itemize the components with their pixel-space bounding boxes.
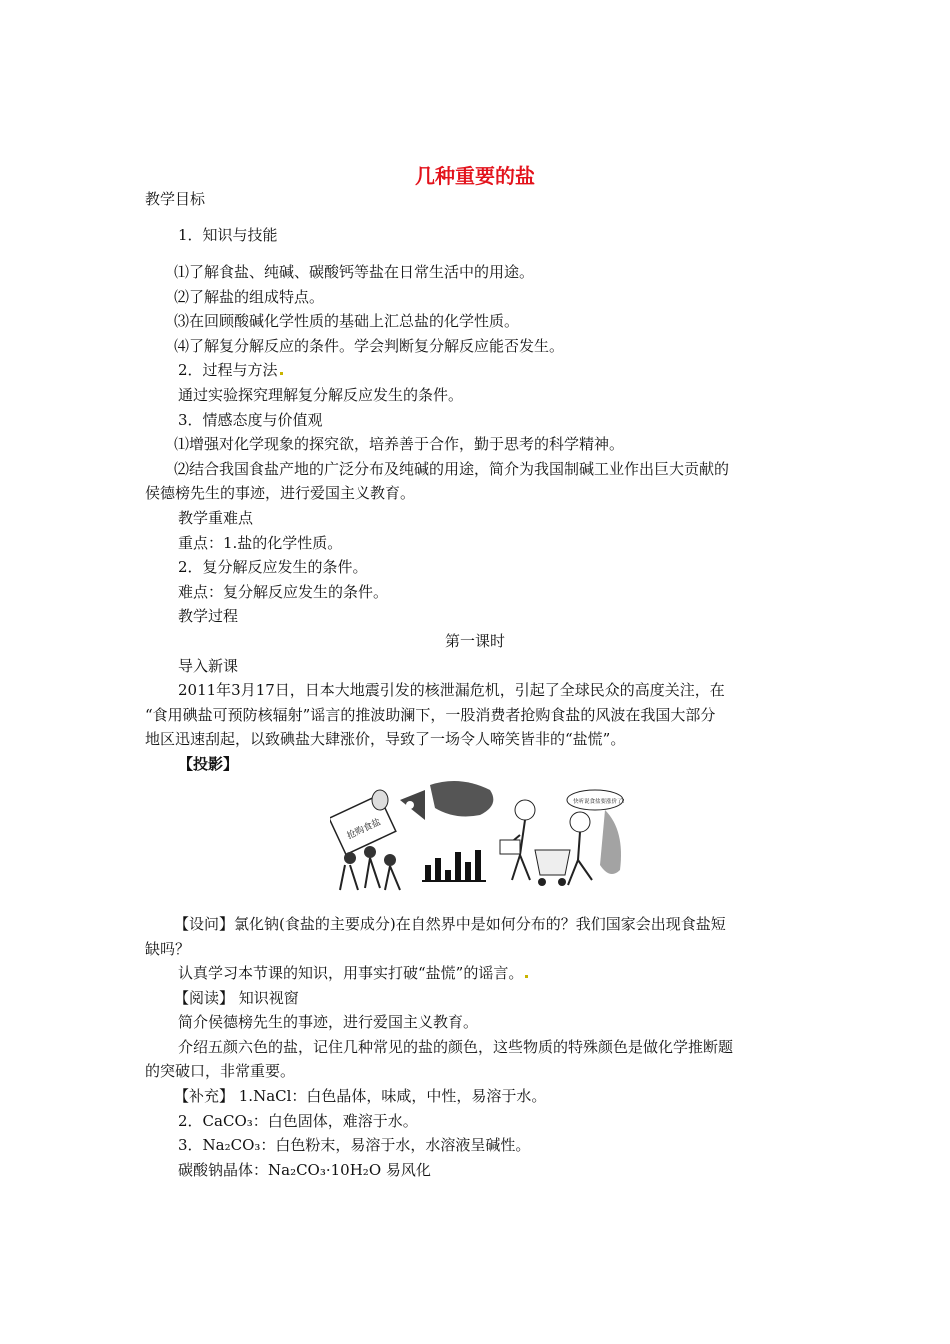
question-paragraph-continued: 缺吗？: [145, 940, 191, 958]
right-cartoon-panel: [500, 790, 625, 886]
projection-label: 【投影】: [178, 755, 239, 773]
paragraph-continued: 地区迅速刮起，以致碘盐大肆涨价，导致了一场令人啼笑皆非的“盐慌”。: [145, 730, 626, 748]
subheading-attitude: 3．情感态度与价值观: [178, 411, 323, 429]
left-cartoon-panel: [330, 781, 493, 890]
section-heading-keypoints: 教学重难点: [178, 509, 254, 527]
objective-item: ⑵了解盐的组成特点。: [174, 288, 325, 306]
paragraph: 通过实验探究理解复分解反应发生的条件。: [178, 386, 464, 404]
paragraph-continued: 的突破口，非常重要。: [145, 1062, 296, 1080]
subheading-process: 2．过程与方法: [178, 360, 283, 380]
speech-bubble-text: 快听说食盐要涨价了!: [573, 799, 625, 805]
difficulty-item: 难点：复分解反应发生的条件。: [178, 583, 389, 601]
reading-label: 【阅读】 知识视窗: [174, 989, 299, 1007]
section-heading-objectives: 教学目标: [145, 190, 206, 208]
paragraph: 认真学习本节课的知识，用事实打破“盐慌”的谣言。: [178, 963, 528, 983]
section-heading-process: 教学过程: [178, 607, 239, 625]
paragraph-continued: “食用碘盐可预防核辐射”谣言的推波助澜下，一股消费者抢购食盐的风波在我国大部分: [145, 706, 716, 724]
keypoint-item: 2．复分解反应发生的条件。: [178, 558, 368, 576]
objective-item-continued: 侯德榜先生的事迹，进行爱国主义教育。: [145, 484, 416, 502]
supplement-item: 碳酸钠晶体：Na₂CO₃·10H₂O 易风化: [178, 1161, 431, 1179]
page-title: 几种重要的盐: [415, 164, 535, 188]
objective-item: ⑷了解复分解反应的条件。学会判断复分解反应能否发生。: [174, 337, 565, 355]
supplement-item: 2．CaCO₃：白色固体，难溶于水。: [178, 1112, 418, 1130]
objective-item: ⑶在回顾酸碱化学性质的基础上汇总盐的化学性质。: [174, 312, 520, 330]
cartoon-illustration: [330, 780, 630, 900]
subheading-knowledge: 1．知识与技能: [178, 226, 278, 244]
paragraph: 2011年3月17日，日本大地震引发的核泄漏危机，引起了全球民众的高度关注，在: [178, 681, 725, 699]
lesson-heading: 第一课时: [444, 632, 505, 650]
objective-item: ⑵结合我国食盐产地的广泛分布及纯碱的用途，简介为我国制碱工业作出巨大贡献的: [174, 460, 730, 478]
supplement-item: 3．Na₂CO₃：白色粉末，易溶于水，水溶液呈碱性。: [178, 1136, 531, 1154]
paragraph: 简介侯德榜先生的事迹，进行爱国主义教育。: [178, 1013, 479, 1031]
paragraph: 介绍五颜六色的盐，记住几种常见的盐的颜色，这些物质的特殊颜色是做化学推断题: [178, 1038, 734, 1056]
objective-item: ⑴增强对化学现象的探究欲，培养善于合作，勤于思考的科学精神。: [174, 435, 625, 453]
question-paragraph: 【设问】氯化钠(食盐的主要成分)在自然界中是如何分布的？我们国家会出现食盐短: [174, 915, 726, 933]
subheading-intro: 导入新课: [178, 657, 239, 675]
supplement-item: 【补充】 1.NaCl：白色晶体，味咸，中性，易溶于水。: [174, 1087, 547, 1105]
objective-item: ⑴了解食盐、纯碱、碳酸钙等盐在日常生活中的用途。: [174, 263, 535, 281]
sign-text: 抢购食盐: [345, 817, 383, 842]
keypoint-item: 重点：1.盐的化学性质。: [178, 534, 343, 552]
